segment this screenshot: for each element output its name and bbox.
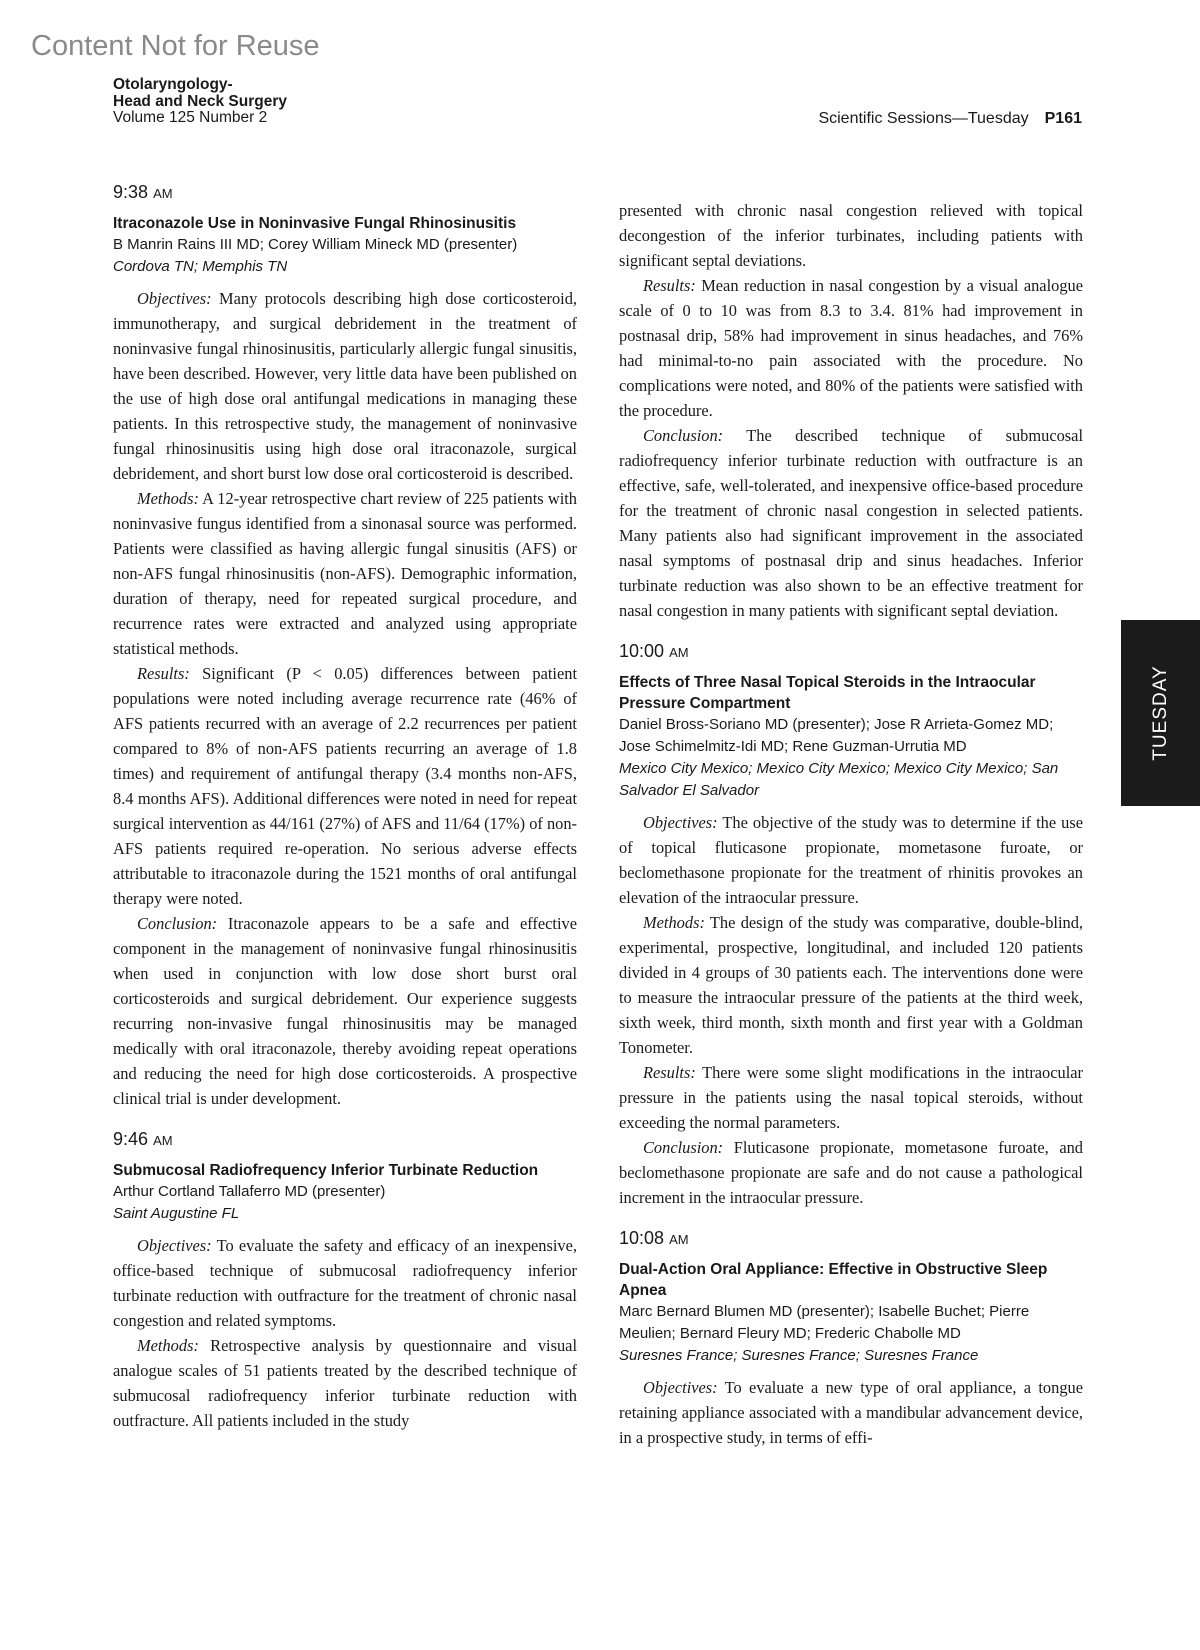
abstract-authors: Marc Bernard Blumen MD (presenter); Isabelle Buchet; Pierre Meulien; Bernard Fleury MD; Frederic Chabolle MD (619, 1303, 1030, 1342)
journal-name-line1: Otolaryngology- (113, 76, 233, 93)
journal-volume: Volume 125 Number 2 (113, 109, 268, 126)
left-column (113, 182, 577, 1433)
methods-paragraph: Methods: The design of the study was comparative, double-blind, experimental, prospective, longitudinal, and included 120 patients divided in 4 groups of 30 patients each. The interventions done were to measure the intraocular pressure of the patients at the third week, sixth week, third month, sixth month and first year with a Goldman Tonometer. (619, 913, 1083, 1057)
section-side-tab (1121, 620, 1200, 806)
methods-paragraph: Methods: Retrospective analysis by questionnaire and visual analogue scales of 51 patients treated by the described technique of submucosal radiofrequency inferior turbinate reduction with outfracture. All patients included in the study (113, 1336, 577, 1430)
methods-paragraph: Methods: A 12-year retrospective chart review of 225 patients with noninvasive fungus identified from a sinonasal source was performed. Patients were classified as having allergic fungal sinusitis (AFS) or non-AFS fungal rhinosinusitis (non-AFS). Demographic information, duration of therapy, need for repeated surgical procedure, and recurrence rates were extracted and analyzed using appropriate statistical methods. (113, 489, 577, 658)
side-tab-label: TUESDAY (1149, 665, 1171, 761)
conclusion-paragraph: Conclusion: The described technique of submucosal radiofrequency inferior turbinate reduction with outfracture is an effective, safe, well-tolerated, and inexpensive office-based procedure for the treatment of chronic nasal congestion in selected patients. Many patients also had significant improvement in the associated nasal symptoms of postnasal drip and sinus headaches. Inferior turbinate reduction was also shown to be an effective treatment for nasal congestion in many patients with significant septal deviation. (619, 426, 1083, 620)
results-paragraph: Results: Significant (P < 0.05) differences between patient populations were noted including average recurrence rate (46% of AFS patients recurred with an average of 2.2 recurrences per patient compared to 8% of non-AFS patients recurring an average of 1.8 times) and requirement of antifungal therapy (3.4 months non-AFS, 8.4 months AFS). Additional differences were noted in need for repeat surgical intervention as 44/161 (27%) of AFS and 11/64 (17%) of non-AFS patients required re-operation. No serious adverse effects attributable to itraconazole during the 1521 months of oral antifungal therapy were noted. (113, 664, 577, 908)
results-paragraph: Results: Mean reduction in nasal congestion by a visual analogue scale of 0 to 10 was from 8.3 to 3.4. 81% had improvement in postnasal drip, 58% had improvement in sinus headaches, and 76% had minimal-to-no pain associated with the procedure. No complications were noted, and 80% of the patients were satisfied with the procedure. (619, 276, 1083, 420)
abstract-affiliation: Cordova TN; Memphis TN (113, 258, 288, 275)
abstract-title: Itraconazole Use in Noninvasive Fungal Rhinosinusitis (113, 215, 517, 232)
abstract-title: Effects of Three Nasal Topical Steroids in the Intraocular Pressure Compartment (619, 674, 1036, 712)
abstract-affiliation: Suresnes France; Suresnes France; Suresnes France (619, 1347, 979, 1364)
abstract-affiliation: Saint Augustine FL (113, 1205, 240, 1222)
abstract-authors: B Manrin Rains III MD; Corey William Mineck MD (presenter) (113, 236, 518, 253)
abstract-authors: Arthur Cortland Tallaferro MD (presenter) (113, 1183, 386, 1200)
watermark: Content Not for Reuse (31, 30, 320, 62)
session-time: 9:46 AM (113, 1129, 173, 1149)
journal-name-line2: Head and Neck Surgery (113, 92, 288, 110)
running-head (818, 110, 1082, 128)
objectives-paragraph: Objectives: To evaluate the safety and efficacy of an inexpensive, office-based technique of submucosal radiofrequency inferior turbinate reduction with outfracture for the treatment of chronic nasal congestion and related symptoms. (113, 1236, 577, 1330)
results-paragraph: Results: There were some slight modifications in the intraocular pressure in the patients using the nasal topical steroids, without exceeding the normal parameters. (619, 1063, 1083, 1132)
session-time: 10:00 AM (619, 641, 689, 661)
abstract-title: Submucosal Radiofrequency Inferior Turbinate Reduction (113, 1162, 539, 1179)
right-column (619, 198, 1083, 1450)
journal-header (113, 77, 287, 127)
session-time: 9:38 AM (113, 182, 173, 202)
objectives-paragraph: Objectives: To evaluate a new type of oral appliance, a tongue retaining appliance associated with a mandibular advancement device, in a prospective study, in terms of effi- (619, 1378, 1083, 1447)
page-number: P161 (1044, 110, 1082, 127)
abstract-authors: Daniel Bross-Soriano MD (presenter); Jose R Arrieta-Gomez MD; Jose Schimelmitz-Idi MD; Rene Guzman-Urrutia MD (619, 716, 1054, 755)
section-title: Scientific Sessions—Tuesday (818, 110, 1029, 127)
objectives-paragraph: Objectives: The objective of the study was to determine if the use of topical fluticasone propionate, mometasone furoate, or beclomethasone propionate for the treatment of rhinitis provokes an elevation of the intraocular pressure. (619, 813, 1083, 907)
conclusion-paragraph: Conclusion: Fluticasone propionate, mometasone furoate, and beclomethasone propionate are safe and do not cause a pathological increment in the intraocular pressure. (619, 1138, 1083, 1207)
abstract-title: Dual-Action Oral Appliance: Effective in Obstructive Sleep Apnea (619, 1261, 1048, 1299)
session-time: 10:08 AM (619, 1228, 689, 1248)
objectives-paragraph: Objectives: Many protocols describing high dose corticosteroid, immunotherapy, and surgical debridement in the treatment of noninvasive fungal rhinosinusitis, particularly allergic fungal sinusitis, have been described. However, very little data have been published on the use of high dose oral antifungal medications in managing these patients. In this retrospective study, the management of noninvasive fungal rhinosinusitis using high dose oral itraconazole, surgical debridement, and short burst low dose oral corticosteroid is described. (113, 289, 577, 483)
abstract-affiliation: Mexico City Mexico; Mexico City Mexico; Mexico City Mexico; San Salvador El Salvador (619, 760, 1059, 799)
conclusion-paragraph: Conclusion: Itraconazole appears to be a safe and effective component in the management of noninvasive fungal rhinosinusitis when used in conjunction with low dose short burst oral corticosteroids and surgical debridement. Our experience suggests recurring non-invasive fungal rhinosinusitis may be managed medically with oral itraconazole, thereby avoiding repeat operations and reducing the need for high dose corticosteroids. A prospective clinical trial is under development. (113, 914, 577, 1108)
methods-continued-paragraph: presented with chronic nasal congestion relieved with topical decongestion of the inferior turbinates, including patients with significant septal deviations. (619, 201, 1083, 270)
